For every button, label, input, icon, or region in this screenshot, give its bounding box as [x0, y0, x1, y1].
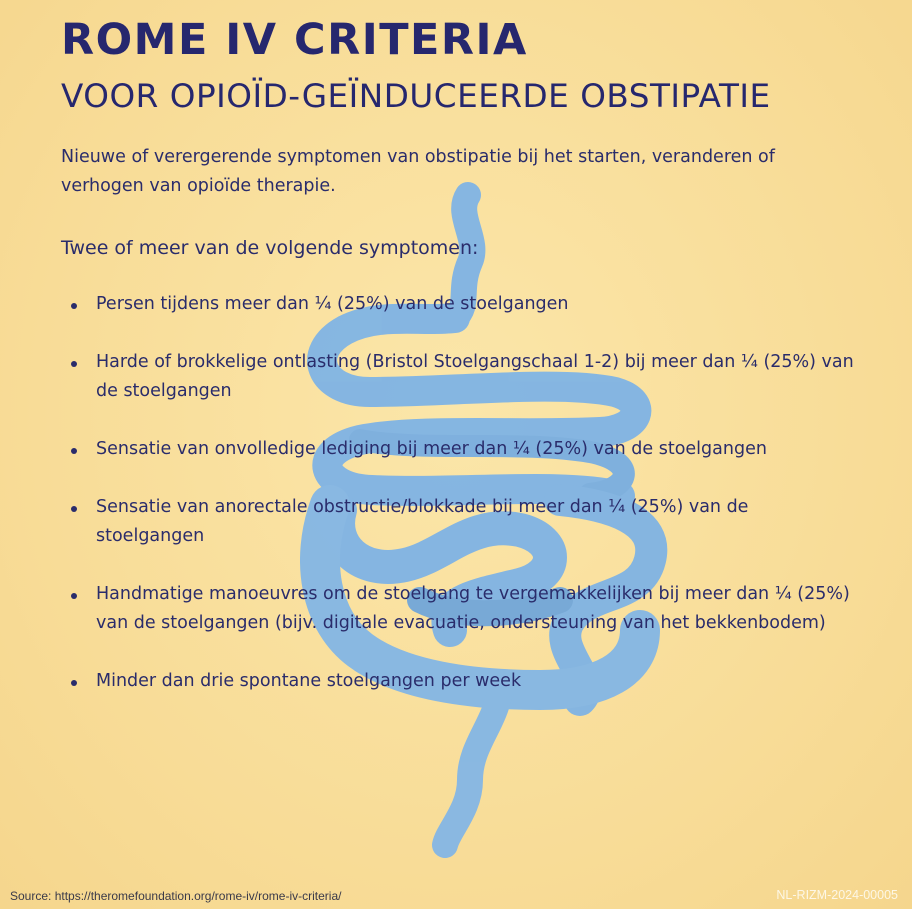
list-item-text: Persen tijdens meer dan ¼ (25%) van de stoelgangen [96, 294, 569, 314]
bullet-icon [71, 448, 77, 454]
criteria-lead: Twee of meer van de volgende symptomen: [61, 237, 479, 259]
bullet-icon [71, 593, 77, 599]
list-item [61, 435, 861, 464]
list-item [61, 667, 861, 696]
list-item [61, 580, 861, 638]
list-item-text: Minder dan drie spontane stoelgangen per week [96, 671, 522, 691]
criteria-list [61, 290, 861, 696]
list-item [61, 348, 861, 406]
list-item [61, 493, 861, 551]
source-citation: Source: https://theromefoundation.org/rome-iv/rome-iv-criteria/ [10, 889, 342, 903]
list-item-text: Sensatie van anorectale obstructie/blokkade bij meer dan ¼ (25%) van de stoelgangen [96, 497, 749, 546]
list-item-text: Handmatige manoeuvres om de stoelgang te vergemakkelijken bij meer dan ¼ (25%) van de stoelgangen (bijv. digitale evacuatie, ondersteuning van het bekkenbodem) [96, 584, 850, 633]
list-item-text: Sensatie van onvolledige lediging bij meer dan ¼ (25%) van de stoelgangen [96, 439, 767, 459]
document-code: NL-RIZM-2024-00005 [776, 888, 898, 902]
list-item-text: Harde of brokkelige ontlasting (Bristol Stoelgangschaal 1-2) bij meer dan ¼ (25%) van de stoelgangen [96, 352, 854, 401]
list-item [61, 290, 861, 319]
bullet-icon [71, 303, 77, 309]
bullet-icon [71, 506, 77, 512]
page-title: ROME IV CRITERIA [61, 15, 528, 65]
bullet-icon [71, 361, 77, 367]
intro-text: Nieuwe of verergerende symptomen van obstipatie bij het starten, veranderen of verhogen van opioïde therapie. [61, 147, 775, 196]
bullet-icon [71, 680, 77, 686]
page-subtitle: VOOR OPIOÏD-GEÏNDUCEERDE OBSTIPATIE [61, 77, 771, 115]
